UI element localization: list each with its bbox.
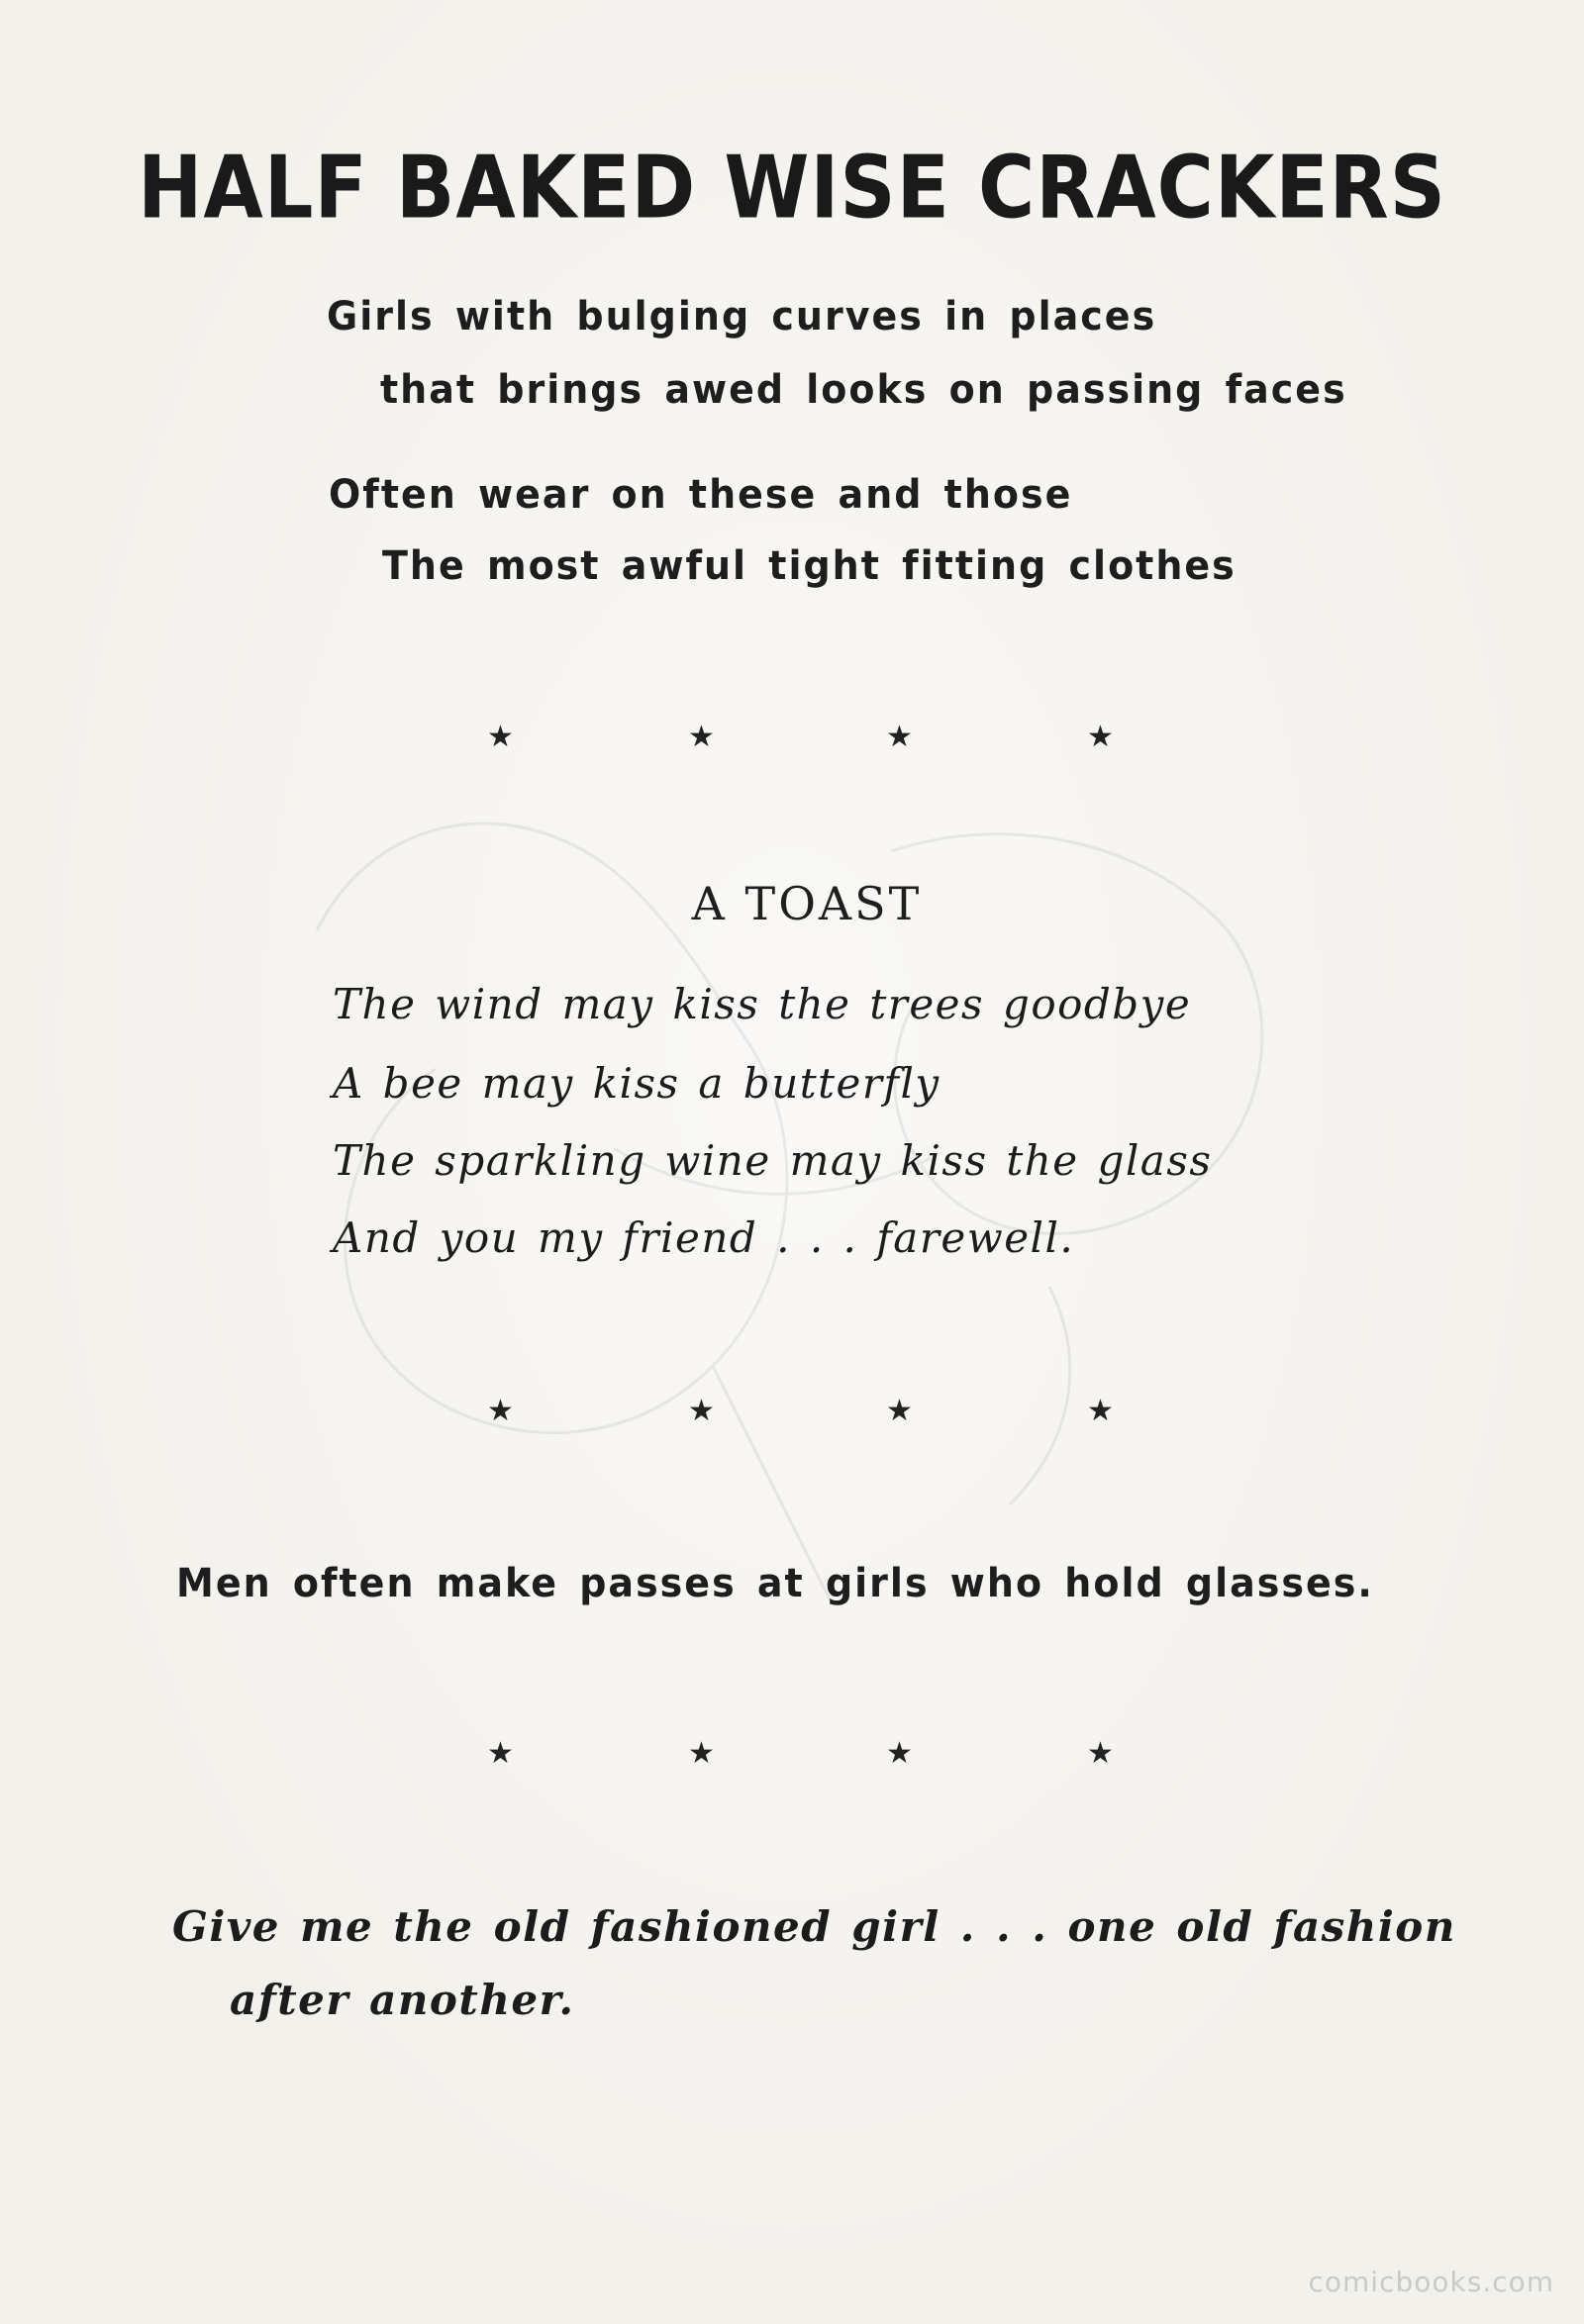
star-icon: ★	[487, 720, 514, 754]
watermark: comicbooks.com	[1308, 2266, 1554, 2298]
toast-line-4: And you my friend . . . farewell.	[333, 1213, 1075, 1262]
star-icon: ★	[1087, 720, 1114, 754]
star-icon: ★	[688, 1736, 715, 1771]
verse1-line-1: Girls with bulging curves in places	[327, 293, 1157, 339]
verse1-line-4: The most awful tight fitting clothes	[382, 542, 1237, 589]
star-icon: ★	[1087, 1394, 1114, 1428]
quip-old-fashioned-line-2: after another.	[230, 1976, 575, 2024]
star-icon: ★	[1087, 1736, 1114, 1771]
toast-line-3: The sparkling wine may kiss the glass	[333, 1136, 1213, 1185]
star-separator-1	[0, 718, 1584, 757]
quip-glasses: Men often make passes at girls who hold glasses.	[176, 1560, 1374, 1606]
toast-line-1: The wind may kiss the trees goodbye	[333, 980, 1192, 1028]
star-separator-2	[0, 1392, 1584, 1431]
star-icon: ★	[886, 1394, 913, 1428]
star-icon: ★	[886, 1736, 913, 1771]
verse1-line-3: Often wear on these and those	[329, 471, 1073, 518]
star-separator-3	[0, 1734, 1584, 1774]
star-icon: ★	[688, 1394, 715, 1428]
verse1-line-2: that brings awed looks on passing faces	[380, 366, 1347, 413]
star-icon: ★	[886, 720, 913, 754]
star-icon: ★	[487, 1736, 514, 1771]
star-icon: ★	[487, 1394, 514, 1428]
toast-heading: A TOAST	[691, 877, 923, 930]
page-title: HALF BAKED WISE CRACKERS	[138, 139, 1446, 239]
star-icon: ★	[688, 720, 715, 754]
quip-old-fashioned-line-1: Give me the old fashioned girl . . . one old fashion	[172, 1902, 1456, 1951]
toast-line-2: A bee may kiss a butterfly	[333, 1059, 940, 1108]
